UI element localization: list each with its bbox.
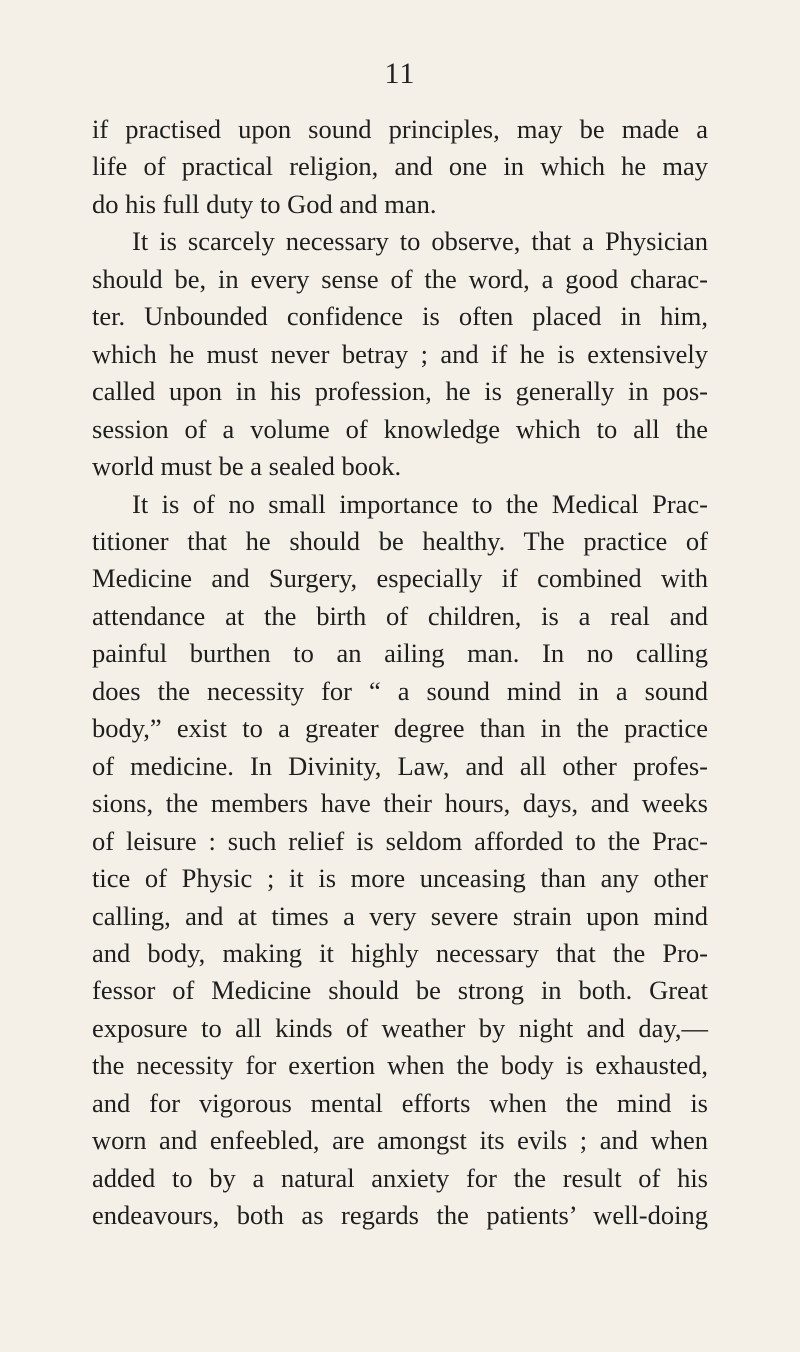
page-number: 11 — [384, 57, 416, 90]
text-line: calling, and at times a very severe strain upon mind — [92, 900, 708, 931]
text-line: and for vigorous mental efforts when the mind is — [92, 1087, 708, 1118]
text-line: worn and enfeebled, are amongst its evils ; and when — [92, 1125, 708, 1156]
text-line: painful burthen to an ailing man. In no calling — [92, 638, 708, 669]
text-line: life of practical religion, and one in which he may — [92, 151, 708, 182]
text-line: the necessity for exertion when the body is exhausted, — [92, 1050, 708, 1081]
text-line: endeavours, both as regards the patients’ well-doing — [92, 1200, 708, 1231]
text-line: session of a volume of knowledge which to all the — [92, 413, 708, 444]
text-line: titioner that he should be healthy. The practice of — [92, 525, 708, 556]
text-line: and body, making it highly necessary that the Pro- — [92, 937, 708, 968]
text-line: sions, the members have their hours, days, and weeks — [92, 788, 708, 819]
text-line: do his full duty to God and man. — [92, 188, 437, 219]
text-line: of leisure : such relief is seldom afforded to the Prac- — [92, 825, 708, 856]
body-text — [92, 111, 708, 1235]
text-line: It is scarcely necessary to observe, that a Physician — [132, 226, 708, 257]
text-line: ter. Unbounded confidence is often placed in him, — [92, 301, 708, 332]
text-line: if practised upon sound principles, may be made a — [92, 114, 708, 144]
text-line: does the necessity for “ a sound mind in a sound — [92, 675, 708, 706]
text-line: It is of no small importance to the Medical Prac- — [132, 488, 708, 519]
text-line: exposure to all kinds of weather by night and day,— — [92, 1012, 708, 1043]
text-line: attendance at the birth of children, is a real and — [92, 600, 708, 631]
text-line: world must be a sealed book. — [92, 451, 402, 482]
text-line: Medicine and Surgery, especially if combined with — [92, 563, 708, 594]
text-line: called upon in his profession, he is generally in pos- — [92, 376, 708, 407]
text-line: which he must never betray ; and if he is extensively — [92, 338, 708, 369]
text-line: tice of Physic ; it is more unceasing than any other — [92, 863, 708, 894]
text-line: added to by a natural anxiety for the result of his — [92, 1162, 708, 1193]
text-line: fessor of Medicine should be strong in both. Great — [92, 975, 708, 1006]
text-line: body,” exist to a greater degree than in the practice — [92, 713, 708, 744]
text-line: of medicine. In Divinity, Law, and all other profes- — [92, 750, 708, 781]
text-line: should be, in every sense of the word, a good charac- — [92, 263, 708, 294]
